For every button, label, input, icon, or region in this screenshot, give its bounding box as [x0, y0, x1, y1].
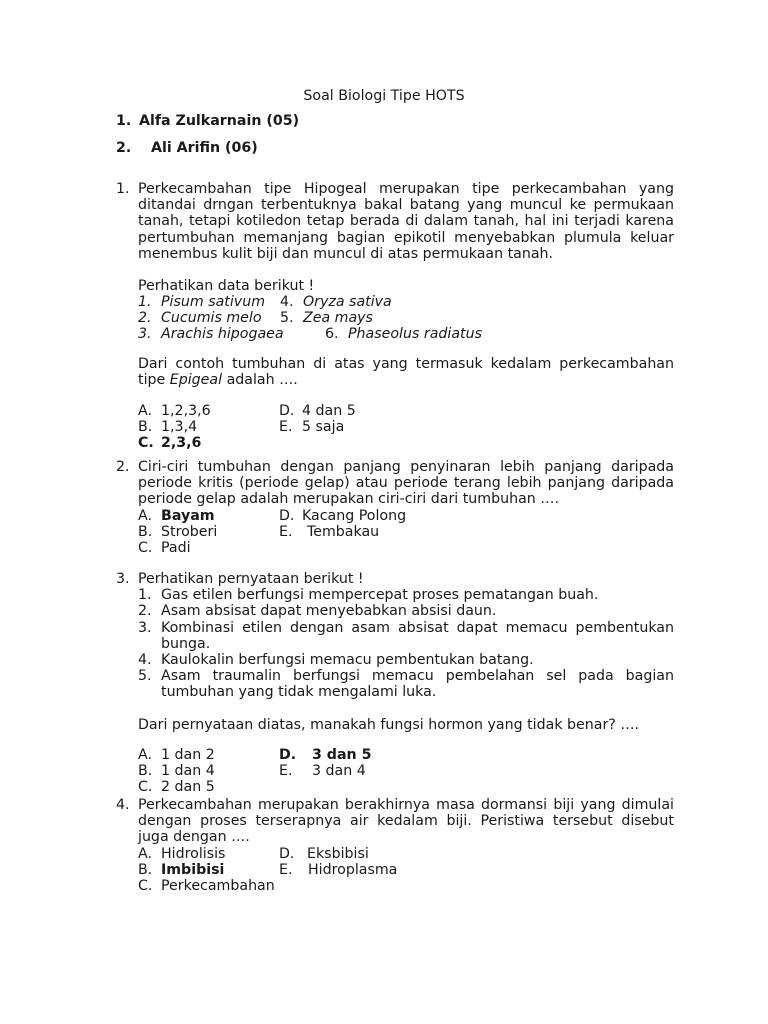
- option-c-label: C.: [138, 877, 153, 894]
- option-e-label: E.: [279, 418, 293, 435]
- option-a-label: A.: [138, 402, 152, 419]
- species-name: Zea mays: [303, 310, 373, 327]
- statement-number: 1.: [138, 587, 152, 604]
- author-number-1: 1.: [116, 113, 132, 129]
- prompt-term: Epigeal: [169, 372, 223, 389]
- document-title: Soal Biologi Tipe HOTS: [303, 88, 465, 104]
- option-c-text: Padi: [161, 539, 191, 556]
- q2-options-row-3: [138, 540, 674, 556]
- question-4-number: 4.: [116, 797, 130, 813]
- option-d-text: Kacang Polong: [302, 507, 407, 524]
- author-name-2: Ali Arifin (06): [151, 140, 258, 156]
- option-d-label: D.: [279, 507, 295, 524]
- statement-number: 2.: [138, 603, 152, 620]
- option-c-text: 2 dan 5: [161, 778, 215, 795]
- option-a-label: A.: [138, 507, 152, 524]
- q2-options-row-2: [138, 524, 674, 540]
- prompt-text: Dari contoh tumbuhan di atas yang termasuk kedalam perkecambahan tipe: [138, 356, 674, 389]
- option-b-label: B.: [138, 418, 153, 435]
- statement-item-2: [138, 603, 674, 619]
- option-c-label: C.: [138, 539, 153, 556]
- option-e-text: 5 saja: [302, 418, 345, 435]
- species-number: 4.: [280, 294, 294, 311]
- question-2: [116, 459, 676, 556]
- question-4: [116, 797, 676, 894]
- question-1-number: 1.: [116, 181, 130, 197]
- statement-number: 3.: [138, 619, 152, 636]
- question-3-prompt: Dari pernyataan diatas, manakah fungsi hormon yang tidak benar? ….: [138, 716, 640, 733]
- option-c-label: C.: [138, 778, 153, 795]
- statement-item-3: [138, 620, 674, 652]
- question-1-prompt: [138, 356, 674, 388]
- q4-options-row-2: [138, 862, 674, 878]
- q3-options-row-2: [138, 763, 674, 779]
- option-e-label: E.: [279, 762, 293, 779]
- option-d-text: Eksbibisi: [307, 845, 369, 862]
- statement-number: 5.: [138, 668, 152, 685]
- option-c-label: C.: [138, 434, 154, 451]
- q4-options-row-3: [138, 878, 674, 894]
- author-name-1: Alfa Zulkarnain (05): [139, 113, 300, 129]
- option-a-text: Bayam: [161, 507, 215, 524]
- option-b-text: Imbibisi: [161, 861, 225, 878]
- option-e-text: Hidroplasma: [308, 861, 398, 878]
- question-4-paragraph: Perkecambahan merupakan berakhirnya masa dormansi biji yang dimulai dengan proses terserapnya air kedalam biji. Peristiwa tersebut disebut juga dengan ….: [138, 797, 674, 846]
- species-name: Pisum sativum: [161, 294, 266, 311]
- option-b-label: B.: [138, 762, 153, 779]
- q1-options-row-3: [138, 435, 674, 451]
- option-a-text: Hidrolisis: [161, 845, 226, 862]
- statement-text: Kaulokalin berfungsi memacu pembentukan batang.: [161, 652, 534, 669]
- author-number-2: 2.: [116, 140, 132, 156]
- question-3-number: 3.: [116, 571, 130, 587]
- option-a-text: 1,2,3,6: [161, 402, 211, 419]
- option-b-label: B.: [138, 523, 153, 540]
- option-e-label: E.: [279, 861, 293, 878]
- statement-text: Gas etilen berfungsi mempercepat proses pematangan buah.: [161, 587, 599, 604]
- option-c-text: 2,3,6: [161, 434, 202, 451]
- option-d-label: D.: [279, 402, 295, 419]
- question-3: [116, 571, 676, 795]
- option-b-text: 1,3,4: [161, 418, 198, 435]
- statement-item-5: [138, 668, 674, 700]
- species-number: 2.: [138, 310, 152, 327]
- q2-options-row-1: [138, 508, 674, 524]
- statement-item-4: [138, 652, 674, 668]
- option-d-label: D.: [279, 845, 295, 862]
- species-name: Phaseolus radiatus: [348, 326, 482, 343]
- q4-options-row-1: [138, 846, 674, 862]
- species-row-2: [138, 310, 674, 326]
- option-b-text: Stroberi: [161, 523, 218, 540]
- species-number: 6.: [325, 326, 339, 343]
- option-e-text: Tembakau: [307, 523, 380, 540]
- question-1-paragraph: Perkecambahan tipe Hipogeal merupakan tipe perkecambahan yang ditandai drngan terbentuknya bakal batang yang muncul ke permukaan tanah, tetapi kotiledon tetap berada di dalam tanah, hal ini terjadi karena pertumbuhan memanjang bagian epikotil menyebabkan plumula keluar menembus kulit biji dan muncul di atas permukaan tanah.: [138, 181, 674, 262]
- statement-number: 4.: [138, 652, 152, 669]
- option-c-text: Perkecambahan: [161, 877, 275, 894]
- q1-options-row-1: [138, 403, 674, 419]
- species-number: 5.: [280, 310, 294, 327]
- option-e-label: E.: [279, 523, 293, 540]
- question-2-paragraph: Ciri-ciri tumbuhan dengan panjang penyinaran lebih panjang daripada periode kritis (periode gelap) atau periode terang lebih panjang daripada periode gelap adalah merupakan ciri-ciri dari tumbuhan ….: [138, 459, 674, 508]
- option-d-text: 3 dan 5: [312, 746, 372, 763]
- q3-options-row-3: [138, 779, 674, 795]
- option-d-text: 4 dan 5: [302, 402, 356, 419]
- question-3-intro: Perhatikan pernyataan berikut !: [138, 571, 364, 587]
- species-number: 3.: [138, 326, 152, 343]
- option-a-label: A.: [138, 845, 152, 862]
- q3-options-row-1: [138, 747, 674, 763]
- species-row-3: [138, 326, 674, 342]
- prompt-text: adalah ….: [226, 372, 298, 389]
- species-row-1: [138, 294, 674, 310]
- option-b-label: B.: [138, 861, 153, 878]
- option-b-text: 1 dan 4: [161, 762, 215, 779]
- option-a-text: 1 dan 2: [161, 746, 215, 763]
- species-name: Arachis hipogaea: [161, 326, 284, 343]
- option-e-text: 3 dan 4: [312, 762, 366, 779]
- option-d-label: D.: [279, 746, 297, 763]
- species-name: Cucumis melo: [161, 310, 262, 327]
- species-number: 1.: [138, 294, 152, 311]
- q1-options-row-2: [138, 419, 674, 435]
- statement-item-1: [138, 587, 674, 603]
- question-1: [116, 181, 676, 451]
- option-a-label: A.: [138, 746, 152, 763]
- data-intro: Perhatikan data berikut !: [138, 278, 315, 295]
- statement-text: Asam traumalin berfungsi memacu pembelahan sel pada bagian tumbuhan yang tidak mengalami luka.: [161, 668, 674, 701]
- statement-text: Kombinasi etilen dengan asam absisat dapat memacu pembentukan bunga.: [161, 619, 674, 652]
- species-name: Oryza sativa: [303, 294, 392, 311]
- question-2-number: 2.: [116, 459, 130, 475]
- statement-text: Asam absisat dapat menyebabkan absisi daun.: [161, 603, 497, 620]
